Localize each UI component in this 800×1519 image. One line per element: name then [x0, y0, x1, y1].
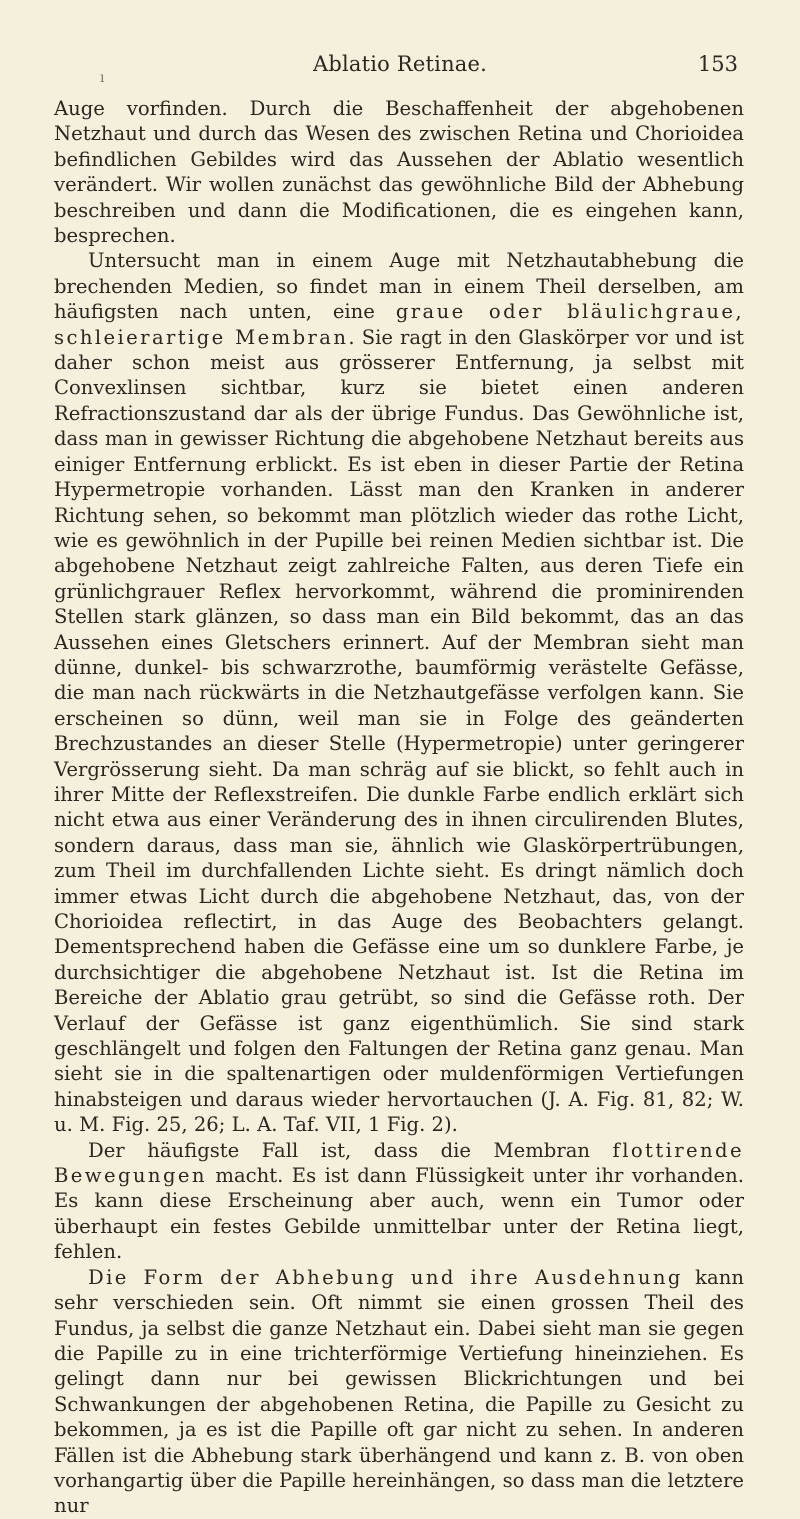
- spaced-emphasis-text: flottirende Bewegungen: [54, 1138, 744, 1188]
- paragraph: [54, 96, 744, 248]
- body-text: [54, 96, 744, 1519]
- paragraph-text: Der häufigste Fall ist, dass die Membran: [88, 1138, 613, 1162]
- paragraph-text: macht. Es ist dann Flüssigkeit unter ihr vorhanden. Es kann diese Erscheinung aber auch, wenn ein Tumor oder überhaupt ein festes Gebilde unmittelbar unter der Retina liegt, fehlen.: [54, 1164, 744, 1264]
- paragraph-text: kann sehr verschieden sein. Oft nimmt sie einen grossen Theil des Fundus, ja selbst die ganze Netzhaut ein. Dabei sieht man sie gegen die Papille zu in eine trichterförmige Vertiefung hineinziehen. Es gelingt dann nur bei gewissen Blickrichtungen und bei Schwankungen der abgehobenen Retina, die Papille zu Gesicht zu bekommen, ja es ist die Papille oft gar nicht zu sehen. In anderen Fällen ist die Abhebung stark überhängend und kann z. B. von oben vorhangartig über die Papille hereinhängen, so dass man die letztere nur: [54, 1265, 744, 1518]
- paragraph: [54, 1138, 744, 1265]
- paragraph-text: Auge vorfinden. Durch die Beschaffenheit der abgehobenen Netzhaut und durch das Wesen des zwischen Retina und Chorioidea befindlichen Gebildes wird das Aussehen der Ablatio wesentlich verändert. Wir wollen zunächst das gewöhnliche Bild der Abhebung beschreiben und dann die Modificationen, die es eingehen kann, besprechen.: [54, 97, 744, 248]
- paragraph-text: Untersucht man in einem Auge mit Netzhautabhebung die brechenden Medien, so findet man in einem Theil derselben, am häufigsten nach unten, eine: [54, 249, 744, 324]
- paragraph-text: . Sie ragt in den Glaskörper vor und ist daher schon meist aus grösserer Entfernung, ja selbst mit Convexlinsen sichtbar, kurz sie bietet einen anderen Refractionszustand dar als der übrige Fundus. Das Gewöhnliche ist, dass man in gewisser Richtung die abgehobene Netzhaut bereits aus einiger Entfernung erblickt. Es ist eben in dieser Partie der Retina Hypermetropie vorhanden. Lässt man den Kranken in anderer Richtung sehen, so bekommt man plötzlich wieder das rothe Licht, wie es gewöhnlich in der Pupille bei reinen Medien sichtbar ist. Die abgehobene Netzhaut zeigt zahlreiche Falten, aus deren Tiefe ein grünlichgrauer Reflex hervorkommt, während die prominirenden Stellen stark glänzen, so dass man ein Bild bekommt, das an das Aussehen eines Gletschers erinnert. Auf der Membran sieht man dünne, dunkel- bis schwarzrothe, baumförmig verästelte Gefässe, die man nach rückwärts in die Netzhautgefässe verfolgen kann. Sie erscheinen so dünn, weil man sie in Folge des geänderten Brechzustandes an dieser Stelle (Hypermetropie) unter geringerer Vergrösserung sieht. Da man schräg auf sie blickt, so fehlt auch in ihrer Mitte der Reflexstreifen. Die dunkle Farbe endlich erklärt sich nicht etwa aus einer Veränderung des in ihnen circulirenden Blutes, sondern daraus, dass man sie, ähnlich wie Glaskörpertrübungen, zum Theil im durchfallenden Lichte sieht. Es dringt nämlich doch immer etwas Licht durch die abgehobene Netzhaut, das, von der Chorioidea reflectirt, in das Auge des Beobachters gelangt. Dementsprechend haben die Gefässe eine um so dunklere Farbe, je durchsichtiger die abgehobene Netzhaut ist. Ist die Retina im Bereiche der Ablatio grau getrübt, so sind die Gefässe roth. Der Verlauf der Gefässe ist ganz eigenthümlich. Sie sind stark geschlängelt und folgen den Faltungen der Retina ganz genau. Man sieht sie in die spaltenartigen oder muldenförmigen Vertiefungen hinabsteigen und daraus wieder hervortauchen (J. A. Fig. 81, 82; W. u. M. Fig. 25, 26; L. A. Taf. VII, 1 Fig. 2).: [54, 325, 744, 1137]
- page-number: 153: [697, 52, 738, 76]
- paragraph: [54, 1265, 744, 1519]
- spaced-emphasis-text: graue oder bläulichgraue, schleierartige Membran: [54, 300, 744, 349]
- page-header: [0, 52, 800, 82]
- spaced-emphasis-text: Die Form der Abhebung und ihre Ausdehnung: [88, 1265, 683, 1289]
- paragraph: [54, 248, 744, 1137]
- running-title: Ablatio Retinae.: [312, 52, 488, 76]
- stray-mark: ı: [100, 70, 105, 86]
